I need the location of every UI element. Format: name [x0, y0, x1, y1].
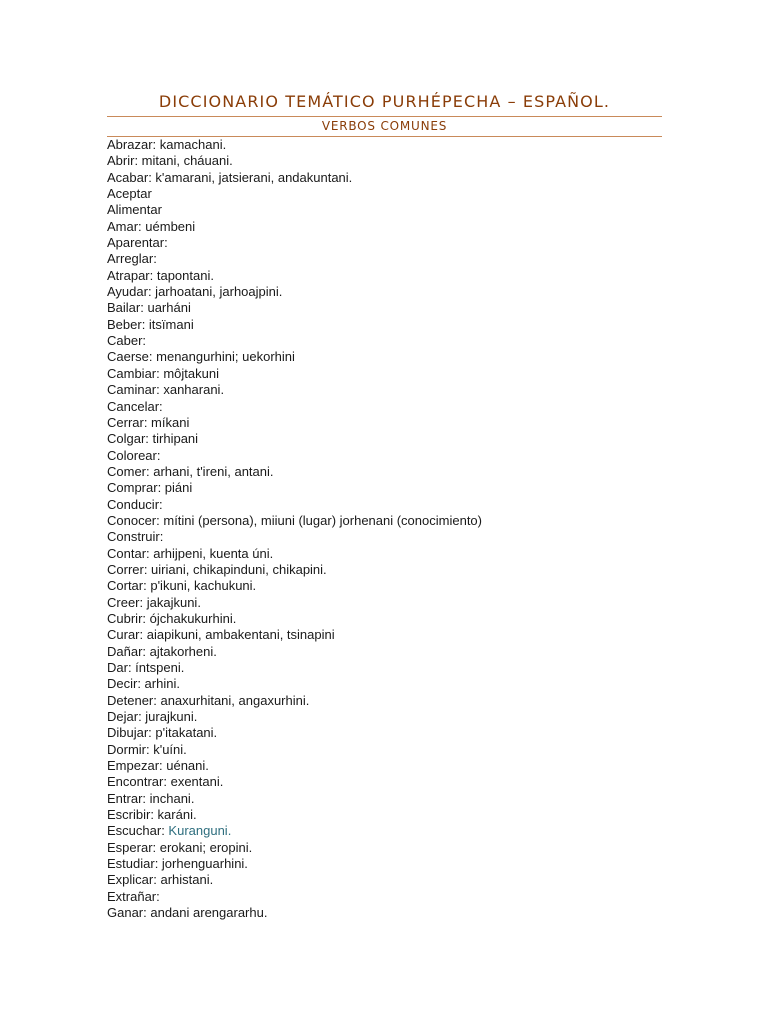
- verb-entry-text: Aceptar: [107, 186, 152, 202]
- verb-entry-text: Cambiar: môjtakuni: [107, 365, 219, 381]
- verb-entry: [107, 366, 667, 382]
- verb-entry-text: Correr: uiriani, chikapinduni, chikapini.: [107, 561, 327, 577]
- verb-entry: [107, 464, 667, 480]
- verb-entry: [107, 235, 667, 251]
- verb-entry-text: Empezar: uénani.: [107, 758, 209, 774]
- verb-entry-text: Comer: arhani, t'ireni, antani.: [107, 463, 274, 479]
- verb-entry: [107, 676, 667, 692]
- verb-entry-text: Arreglar:: [107, 251, 157, 267]
- verb-entry-text: Conducir:: [107, 496, 163, 512]
- verb-entry-text: Esperar: erokani; eropini.: [107, 839, 253, 855]
- verb-entry-text: Cubrir: ójchakukurhini.: [107, 610, 237, 626]
- verb-entry-text: Cerrar: míkani: [107, 414, 190, 430]
- verb-entry-text: Caerse: menangurhini; uekorhini: [107, 349, 295, 365]
- verb-entry: [107, 497, 667, 513]
- verb-entry-text: Colorear:: [107, 447, 161, 463]
- verb-entry: [107, 644, 667, 660]
- verb-entry: [107, 448, 667, 464]
- verb-entry: [107, 742, 667, 758]
- verb-entry: [107, 709, 667, 725]
- verb-entry: [107, 170, 667, 186]
- verb-entry: [107, 546, 667, 562]
- verb-entry: [107, 611, 667, 627]
- verb-entry-text: Aparentar:: [107, 235, 168, 251]
- verb-entry-text: Entrar: inchani.: [107, 790, 195, 806]
- verb-entry-text: Dañar: ajtakorheni.: [107, 643, 217, 659]
- verb-entry: [107, 595, 667, 611]
- verb-entry: [107, 856, 667, 872]
- verb-entry-text: Dormir: k'uíni.: [107, 741, 187, 757]
- verb-entry: [107, 905, 667, 921]
- verb-entry: [107, 627, 667, 643]
- verb-entry: [107, 578, 667, 594]
- verb-entry: [107, 807, 667, 823]
- verb-entry-text: Dibujar: p'itakatani.: [107, 725, 218, 741]
- verb-entry-text: Decir: arhini.: [107, 676, 180, 692]
- verb-entry-text: Extrañar:: [107, 888, 160, 904]
- verb-entry: [107, 562, 667, 578]
- verb-entry-text: Dar: íntspeni.: [107, 660, 185, 675]
- verb-entry: [107, 333, 667, 349]
- verb-entry: [107, 758, 667, 774]
- verb-entry-text: Alimentar: [107, 202, 162, 218]
- verb-entry-text: Beber: itsïmani: [107, 316, 194, 332]
- verb-entry: [107, 300, 667, 316]
- page-title: DICCIONARIO TEMÁTICO PURHÉPECHA – ESPAÑOL.: [158, 92, 611, 111]
- verb-entry: [107, 774, 667, 790]
- verb-entry-text: Comprar: piáni: [107, 480, 193, 496]
- verb-entry: [107, 725, 667, 741]
- verb-entry-text: Acabar: k'amarani, jatsierani, andakuntani.: [107, 169, 353, 185]
- verb-entry: [107, 137, 667, 153]
- verb-entry-text: Escribir: karáni.: [107, 807, 197, 823]
- verb-entry-list: [107, 137, 667, 922]
- verb-entry: [107, 349, 667, 365]
- verb-entry: [107, 660, 667, 676]
- verb-entry-text: Caber:: [107, 333, 147, 349]
- verb-entry-text: Explicar: arhistani.: [107, 872, 214, 888]
- verb-entry-text: Abrir: mitani, cháuani.: [107, 153, 233, 169]
- verb-entry-text: Ayudar: jarhoatani, jarhoajpini.: [107, 284, 283, 300]
- verb-entry-text: Atrapar: tapontani.: [107, 267, 214, 283]
- verb-entry: [107, 399, 667, 415]
- verb-entry: [107, 840, 667, 856]
- verb-entry: [107, 431, 667, 447]
- verb-entry-text: Construir:: [107, 529, 164, 545]
- verb-entry-text: Encontrar: exentani.: [107, 774, 224, 790]
- verb-entry: [107, 823, 667, 839]
- verb-entry: [107, 529, 667, 545]
- verb-entry-text: Bailar: uarháni: [107, 300, 191, 316]
- verb-entry-text: Estudiar: jorhenguarhini.: [107, 856, 248, 872]
- verb-entry: [107, 153, 667, 169]
- verb-entry-text: Cancelar:: [107, 398, 163, 414]
- verb-entry-text: Contar: arhijpeni, kuenta úni.: [107, 545, 274, 561]
- verb-entry: [107, 872, 667, 888]
- verb-entry: [107, 186, 667, 202]
- verb-entry: [107, 791, 667, 807]
- verb-entry: [107, 219, 667, 235]
- verb-entry-text: Curar: aiapikuni, ambakentani, tsinapini: [107, 627, 335, 643]
- verb-entry-text: Colgar: tirhipani: [107, 431, 199, 447]
- verb-entry: [107, 513, 667, 529]
- verb-entry: [107, 202, 667, 218]
- verb-entry: [107, 284, 667, 300]
- verb-entry-text: Caminar: xanharani.: [107, 382, 225, 398]
- verb-entry-text: Dejar: jurajkuni.: [107, 709, 198, 725]
- verb-entry-text: Escuchar:: [107, 823, 169, 839]
- section-subtitle: VERBOS COMUNES: [321, 119, 448, 133]
- verb-entry-text: Detener: anaxurhitani, angaxurhini.: [107, 692, 310, 708]
- verb-entry-text: Cortar: p'ikuni, kachukuni.: [107, 578, 257, 594]
- verb-entry-text: Abrazar: kamachani.: [107, 137, 227, 152]
- verb-entry: [107, 693, 667, 709]
- verb-entry-text: Conocer: mítini (persona), miiuni (lugar) jorhenani (conocimiento): [107, 512, 482, 528]
- verb-entry: [107, 889, 667, 905]
- verb-entry-text: Amar: uémbeni: [107, 218, 196, 234]
- verb-entry: [107, 268, 667, 284]
- verb-entry-text: Creer: jakajkuni.: [107, 594, 201, 610]
- verb-entry: [107, 382, 667, 398]
- verb-entry-text: Ganar: andani arengararhu.: [107, 905, 268, 921]
- verb-entry: [107, 480, 667, 496]
- verb-entry: [107, 415, 667, 431]
- title-divider: [107, 116, 662, 117]
- verb-entry: [107, 251, 667, 267]
- verb-entry-highlight: Kuranguni.: [168, 823, 232, 839]
- verb-entry: [107, 317, 667, 333]
